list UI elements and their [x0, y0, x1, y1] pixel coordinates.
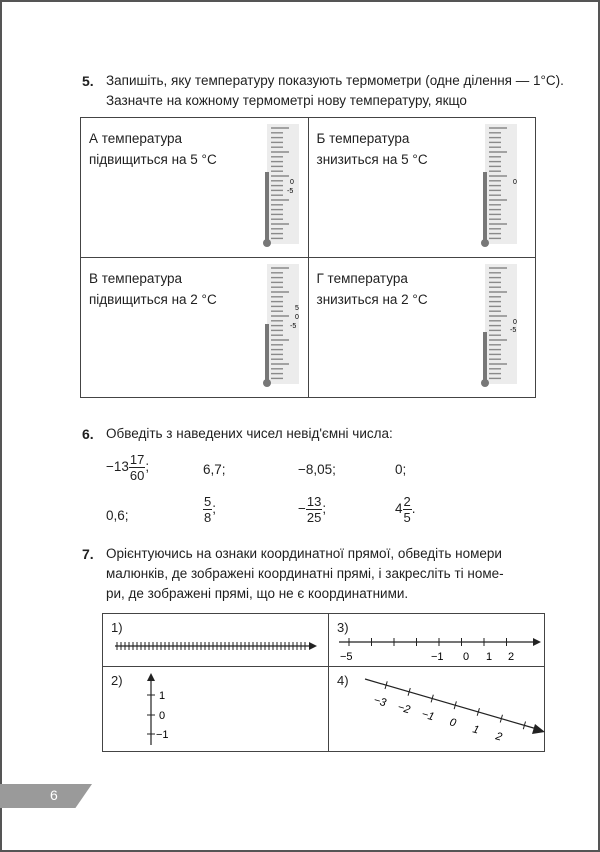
tick-label: −1: [431, 651, 444, 663]
thermometer-icon: [479, 262, 527, 392]
thermo-d-label-0: 0: [512, 319, 517, 326]
arrow-icon: [532, 724, 545, 734]
number-mixed-neg-13-17-60[interactable]: [106, 452, 149, 483]
arrow-icon: [533, 638, 541, 646]
number-6-7[interactable]: 6,7;: [203, 462, 226, 477]
numerator: 2: [403, 494, 411, 509]
tick-label: −2: [396, 701, 412, 717]
arrow-icon: [309, 642, 317, 650]
thermometer-icon: [261, 122, 309, 252]
tick-label: 2: [494, 730, 504, 744]
task7-lines-grid: [102, 613, 545, 752]
line-cell-3-label[interactable]: 3): [337, 620, 349, 635]
task7-number: 7.: [82, 546, 94, 562]
page-number-tab: [0, 784, 92, 808]
task7-line3: ри, де зображені прямі, що не є координатними.: [106, 586, 409, 601]
task5-thermometer-grid: [80, 117, 536, 398]
thermo-cell-b-line2: знизиться на 5 °С: [316, 152, 428, 167]
tick-label: −1: [156, 729, 169, 741]
thermo-cell-d: [308, 258, 536, 398]
thermo-d-label-minus5: -5: [509, 327, 516, 334]
tick-label: 2: [508, 651, 515, 663]
thermo-cell-c-line2: підвищиться на 2 °С: [89, 292, 217, 307]
thermo-c-label-0: 0: [295, 314, 299, 321]
line-cell-4-label[interactable]: 4): [337, 673, 349, 688]
denominator: 60: [129, 468, 145, 483]
line-cell-4: [329, 667, 545, 752]
tick-label: 0: [463, 651, 470, 663]
thermo-c-label-5: 5: [295, 305, 299, 312]
task6-text: Обведіть з наведених чисел невід'ємні числа:: [106, 426, 393, 441]
slanted-number-line-figure: [359, 671, 549, 749]
vertical-number-line-figure: [139, 671, 199, 749]
separator: .: [411, 501, 416, 517]
numerator: 5: [204, 494, 212, 509]
tick-label: 1: [159, 690, 166, 702]
thermo-cell-d-line1: Г температура: [316, 271, 408, 286]
number-neg-13-25[interactable]: [298, 494, 326, 525]
thermo-cell-c-text: [89, 268, 217, 310]
number-zero[interactable]: 0;: [395, 462, 407, 477]
numerator: 17: [129, 452, 145, 467]
line-cell-1-label[interactable]: 1): [111, 620, 123, 635]
task6-number: 6.: [82, 426, 94, 442]
number-neg-8-05[interactable]: −8,05;: [298, 462, 336, 477]
line-cell-3: [329, 614, 545, 667]
tick-label: 1: [486, 651, 493, 663]
thermo-cell-a-text: [89, 128, 217, 170]
thermo-cell-a: [81, 118, 309, 258]
task5-line2: Зазначте на кожному термометрі нову температуру, якщо: [106, 93, 467, 108]
thermo-a-label-0: 0: [290, 179, 294, 186]
task7-line1: Орієнтуючись на ознаки координатної прямої, обведіть номери: [106, 546, 502, 561]
thermo-cell-b: [308, 118, 536, 258]
whole-part: −13: [106, 459, 129, 475]
number-line-3-figure: [335, 632, 545, 664]
thermo-cell-a-line1: А температура: [89, 131, 183, 146]
denominator: 5: [403, 510, 411, 525]
whole-part: 4: [395, 501, 403, 517]
thermo-c-label-minus5: -5: [290, 323, 297, 330]
tick-label: −5: [340, 651, 353, 663]
task5-line1: Запишіть, яку температуру показують термометри (одне ділення — 1°С).: [106, 73, 564, 88]
page-number: 6: [50, 787, 58, 803]
thermo-cell-b-line1: Б температура: [316, 131, 410, 146]
number-5-8[interactable]: [203, 494, 216, 525]
thermo-cell-c: [81, 258, 309, 398]
thermo-a-label-minus5: -5: [287, 188, 294, 195]
fraction: [129, 452, 145, 483]
denominator: 8: [204, 510, 212, 525]
thermo-cell-b-text: [317, 128, 428, 170]
denominator: 25: [306, 510, 322, 525]
thermo-cell-d-text: [317, 268, 428, 310]
tick-label: 0: [448, 716, 458, 730]
thermometer-icon: [479, 122, 527, 252]
fraction: [306, 494, 322, 525]
arrow-icon: [147, 673, 155, 681]
thermo-cell-d-line2: знизиться на 2 °С: [316, 292, 428, 307]
line-cell-1: [103, 614, 329, 667]
separator: ;: [145, 459, 150, 475]
number-0-6[interactable]: 0,6;: [106, 508, 129, 523]
thermo-cell-a-line2: підвищиться на 5 °С: [89, 152, 217, 167]
line-cell-2-label[interactable]: 2): [111, 673, 123, 688]
separator: ;: [322, 501, 327, 517]
tick-label: 0: [159, 710, 166, 722]
task7-line2: малюнків, де зображені координатні прямі, і закресліть ті номе-: [106, 566, 504, 581]
line-cell-2: [103, 667, 329, 752]
thermo-b-label-0: 0: [512, 179, 517, 186]
tick-label: −1: [420, 708, 436, 724]
fraction: [403, 494, 412, 525]
numerator: 13: [306, 494, 322, 509]
tick-label: 1: [471, 723, 481, 737]
thermo-cell-c-line1: В температура: [89, 271, 183, 286]
thermometer-icon: [261, 262, 309, 392]
dense-line-figure: [111, 636, 321, 656]
sign: −: [298, 501, 306, 517]
tick-label: −3: [372, 694, 388, 710]
task5-number: 5.: [82, 73, 94, 89]
separator: ;: [212, 501, 216, 517]
fraction: [203, 494, 212, 525]
number-4-2-5[interactable]: [395, 494, 416, 525]
